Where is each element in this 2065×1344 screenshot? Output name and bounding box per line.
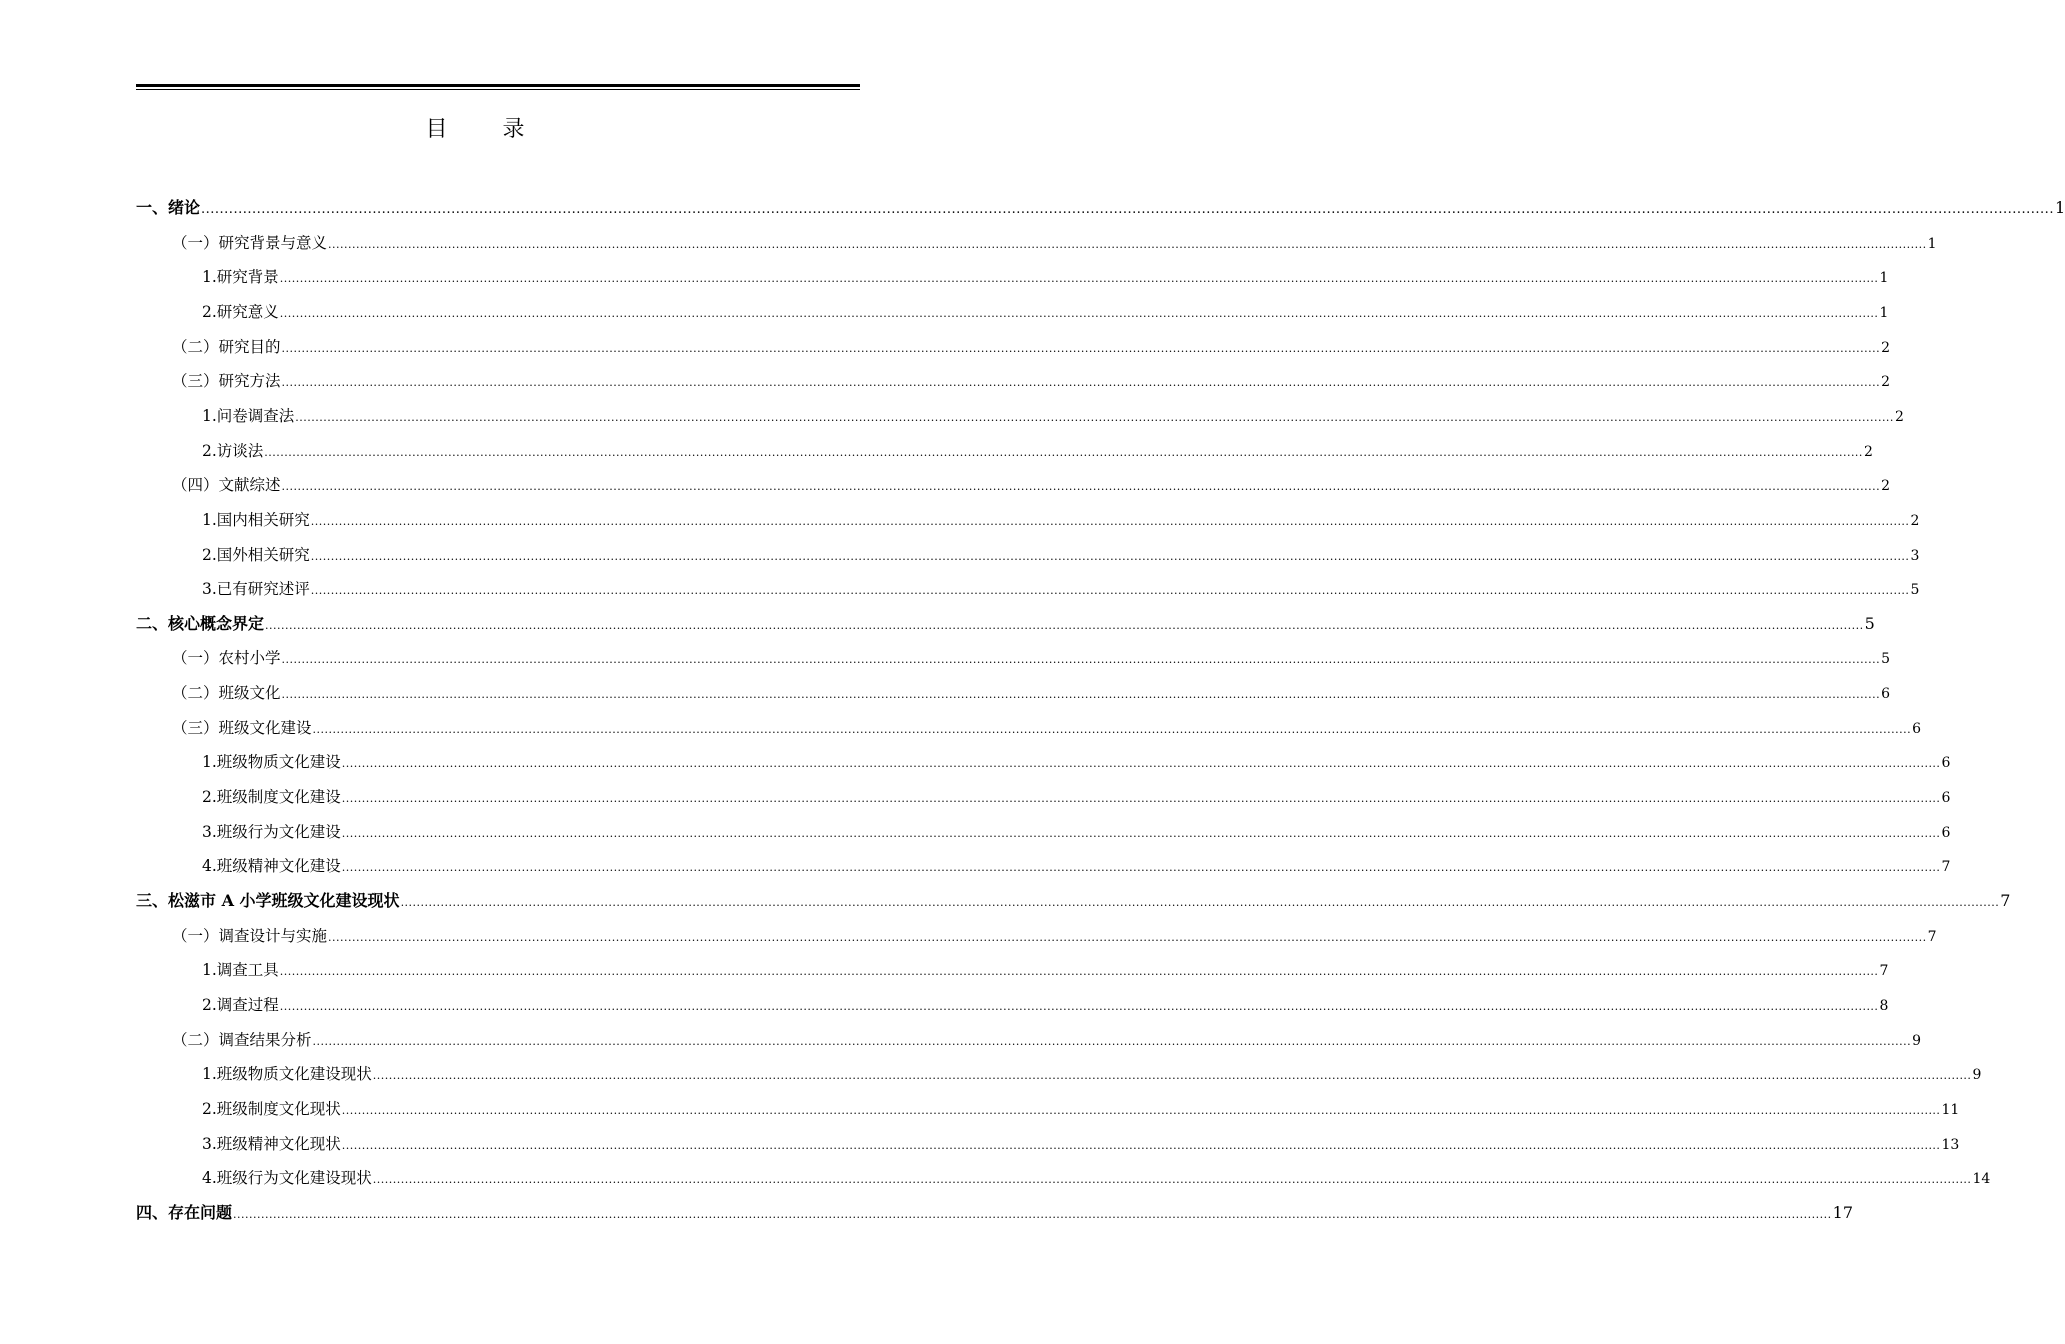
toc-entry-label: （二）调查结果分析 [172,1030,312,1049]
toc-dot-leader: ................................................................................................................................................................................................................................................................................................................................................................................................................ [310,549,1910,563]
toc-entry-page: 3 [1910,547,1920,564]
toc-entry[interactable] [136,821,1951,845]
toc-entry[interactable] [136,1098,1960,1122]
toc-entry-page: 1 [1927,235,1937,252]
toc-entry-page: 6 [1941,755,1951,772]
toc-entry-page: 2 [1881,478,1891,495]
toc-entry-page: 7 [2000,891,2011,910]
toc-entry-page: 1 [1879,270,1889,287]
toc-entry-label: 四、存在问题 [136,1202,233,1222]
toc-dot-leader: ................................................................................................................................................................................................................................................................................................................................................................................................................ [341,1103,1941,1117]
toc-dot-leader: ................................................................................................................................................................................................................................................................................................................................................................................................................ [341,792,1941,806]
toc-entry-label: 2.班级制度文化现状 [202,1099,341,1118]
toc-entry-label: 1.班级物质文化建设 [202,753,341,772]
toc-entry[interactable] [136,370,1891,394]
toc-entry-page: 6 [1941,790,1951,807]
toc-entry[interactable] [136,647,1891,671]
toc-dot-leader: ................................................................................................................................................................................................................................................................................................................................................................................................................ [281,688,1881,702]
toc-dot-leader: ................................................................................................................................................................................................................................................................................................................................................................................................................ [201,202,2054,217]
toc-entry[interactable] [136,890,2011,914]
toc-entry[interactable] [136,405,1904,429]
toc-dot-leader: ................................................................................................................................................................................................................................................................................................................................................................................................................ [281,480,1881,494]
toc-entry[interactable] [136,474,1891,498]
toc-entry-label: 1.国内相关研究 [202,510,310,529]
header-rule-thick [136,84,860,87]
toc-dot-leader: ................................................................................................................................................................................................................................................................................................................................................................................................................ [281,376,1881,390]
toc-dot-leader: ................................................................................................................................................................................................................................................................................................................................................................................................................ [233,1207,1832,1221]
toc-dot-leader: ................................................................................................................................................................................................................................................................................................................................................................................................................ [312,722,1912,736]
toc-entry-label: （一）研究背景与意义 [172,233,328,252]
toc-entry[interactable] [136,1063,1982,1087]
toc-title: 目 录 [425,117,549,142]
toc-dot-leader: ................................................................................................................................................................................................................................................................................................................................................................................................................ [310,514,1910,528]
toc-entry-label: （二）班级文化 [172,684,281,703]
toc-entry-label: 1.研究背景 [202,268,279,287]
toc-entry[interactable] [136,1202,1854,1226]
toc-entry-page: 2 [1881,339,1891,356]
toc-dot-leader: ................................................................................................................................................................................................................................................................................................................................................................................................................ [372,1069,1972,1083]
toc-entry-label: （一）调查设计与实施 [172,926,328,945]
toc-entry[interactable] [136,509,1920,533]
toc-dot-leader: ................................................................................................................................................................................................................................................................................................................................................................................................................ [279,965,1879,979]
toc-entry-label: 1.问卷调查法 [202,406,295,425]
toc-entry[interactable] [136,544,1920,568]
toc-entry-page: 5 [1910,582,1920,599]
toc-entry[interactable] [136,751,1951,775]
toc-entry-label: 二、核心概念界定 [136,613,265,633]
toc-entry-page: 5 [1881,651,1891,668]
toc-entry-label: 2.研究意义 [202,302,279,321]
toc-entry-label: （三）研究方法 [172,372,281,391]
toc-entry-label: （一）农村小学 [172,649,281,668]
toc-entry-label: 1.班级物质文化建设现状 [202,1065,372,1084]
toc-entry-page: 1 [1879,304,1889,321]
toc-dot-leader: ................................................................................................................................................................................................................................................................................................................................................................................................................ [279,272,1879,286]
toc-dot-leader: ................................................................................................................................................................................................................................................................................................................................................................................................................ [281,653,1881,667]
toc-entry[interactable] [136,336,1891,360]
toc-entry-label: （四）文献综述 [172,476,281,495]
toc-dot-leader: ................................................................................................................................................................................................................................................................................................................................................................................................................ [328,237,1927,251]
toc-entry-page: 2 [1894,408,1904,425]
toc-entry-label: 2.调查过程 [202,995,279,1014]
toc-entry-page: 17 [1832,1202,1854,1222]
toc-entry-label: （二）研究目的 [172,337,281,356]
toc-dot-leader: ................................................................................................................................................................................................................................................................................................................................................................................................................ [265,618,1864,632]
toc-entry[interactable] [136,717,1922,741]
toc-entry-page: 2 [1863,443,1873,460]
toc-dot-leader: ................................................................................................................................................................................................................................................................................................................................................................................................................ [312,1034,1912,1048]
toc-dot-leader: ................................................................................................................................................................................................................................................................................................................................................................................................................ [328,930,1927,944]
toc-entry[interactable] [136,613,1875,637]
toc-dot-leader: ................................................................................................................................................................................................................................................................................................................................................................................................................ [341,757,1941,771]
toc-entry[interactable] [136,197,2065,221]
toc-entry-page: 13 [1941,1136,1960,1153]
toc-dot-leader: ................................................................................................................................................................................................................................................................................................................................................................................................................ [279,306,1879,320]
toc-entry[interactable] [136,994,1889,1018]
toc-dot-leader: ................................................................................................................................................................................................................................................................................................................................................................................................................ [295,410,1894,424]
toc-entry[interactable] [136,266,1889,290]
toc-dot-leader: ................................................................................................................................................................................................................................................................................................................................................................................................................ [341,826,1941,840]
toc-entry-page: 8 [1879,997,1889,1014]
toc-entry[interactable] [136,786,1951,810]
toc-entry-page: 9 [1912,1032,1922,1049]
toc-dot-leader: ................................................................................................................................................................................................................................................................................................................................................................................................................ [310,584,1910,598]
toc-entry-page: 7 [1879,963,1889,980]
toc-entry-page: 7 [1927,928,1937,945]
toc-entry[interactable] [136,959,1889,983]
toc-entry[interactable] [136,682,1891,706]
toc-entry[interactable] [136,440,1873,464]
toc-entry-label: 2.班级制度文化建设 [202,788,341,807]
toc-dot-leader: ................................................................................................................................................................................................................................................................................................................................................................................................................ [372,1173,1972,1187]
toc-entry-label: 3.班级精神文化现状 [202,1134,341,1153]
toc-dot-leader: ................................................................................................................................................................................................................................................................................................................................................................................................................ [400,896,2000,909]
toc-entry[interactable] [136,578,1920,602]
toc-entry-label: 4.班级行为文化建设现状 [202,1169,372,1188]
toc-dot-leader: ................................................................................................................................................................................................................................................................................................................................................................................................................ [341,861,1941,875]
toc-entry[interactable] [136,925,1937,949]
toc-entry[interactable] [136,1029,1922,1053]
toc-entry-page: 2 [1881,374,1891,391]
toc-entry[interactable] [136,1133,1960,1157]
toc-entry-label: （三）班级文化建设 [172,718,312,737]
toc-entry-page: 14 [1972,1171,1991,1188]
toc-dot-leader: ................................................................................................................................................................................................................................................................................................................................................................................................................ [264,445,1863,459]
header-rule-thin [136,89,860,90]
toc-entry-page: 6 [1912,720,1922,737]
toc-entry-page: 11 [1941,1101,1960,1118]
toc-entry-page: 5 [1864,613,1875,633]
toc-entry[interactable] [136,855,1951,879]
toc-dot-leader: ................................................................................................................................................................................................................................................................................................................................................................................................................ [341,1138,1941,1152]
toc-entry-label: 1.调查工具 [202,961,279,980]
toc-entry[interactable] [136,1167,1991,1191]
toc-entry[interactable] [136,232,1937,256]
toc-entry-label: 3.班级行为文化建设 [202,822,341,841]
toc-dot-leader: ................................................................................................................................................................................................................................................................................................................................................................................................................ [281,341,1881,355]
toc-entry-page: 9 [1972,1067,1982,1084]
toc-entry-page: 6 [1941,824,1951,841]
toc-entry[interactable] [136,301,1889,325]
toc-entry-label: 2.访谈法 [202,441,264,460]
toc-entry-page: 1 [2054,198,2065,217]
toc-entry-label: 4.班级精神文化建设 [202,857,341,876]
toc-entry-label: 一、绪论 [136,198,201,217]
toc-dot-leader: ................................................................................................................................................................................................................................................................................................................................................................................................................ [279,999,1879,1013]
toc-entry-label: 三、松滋市 A 小学班级文化建设现状 [136,891,400,910]
toc-entry-page: 7 [1941,859,1951,876]
toc-entry-page: 6 [1881,686,1891,703]
toc-entry-page: 2 [1910,512,1920,529]
toc-entry-label: 2.国外相关研究 [202,545,310,564]
toc-entry-label: 3.已有研究述评 [202,580,310,599]
